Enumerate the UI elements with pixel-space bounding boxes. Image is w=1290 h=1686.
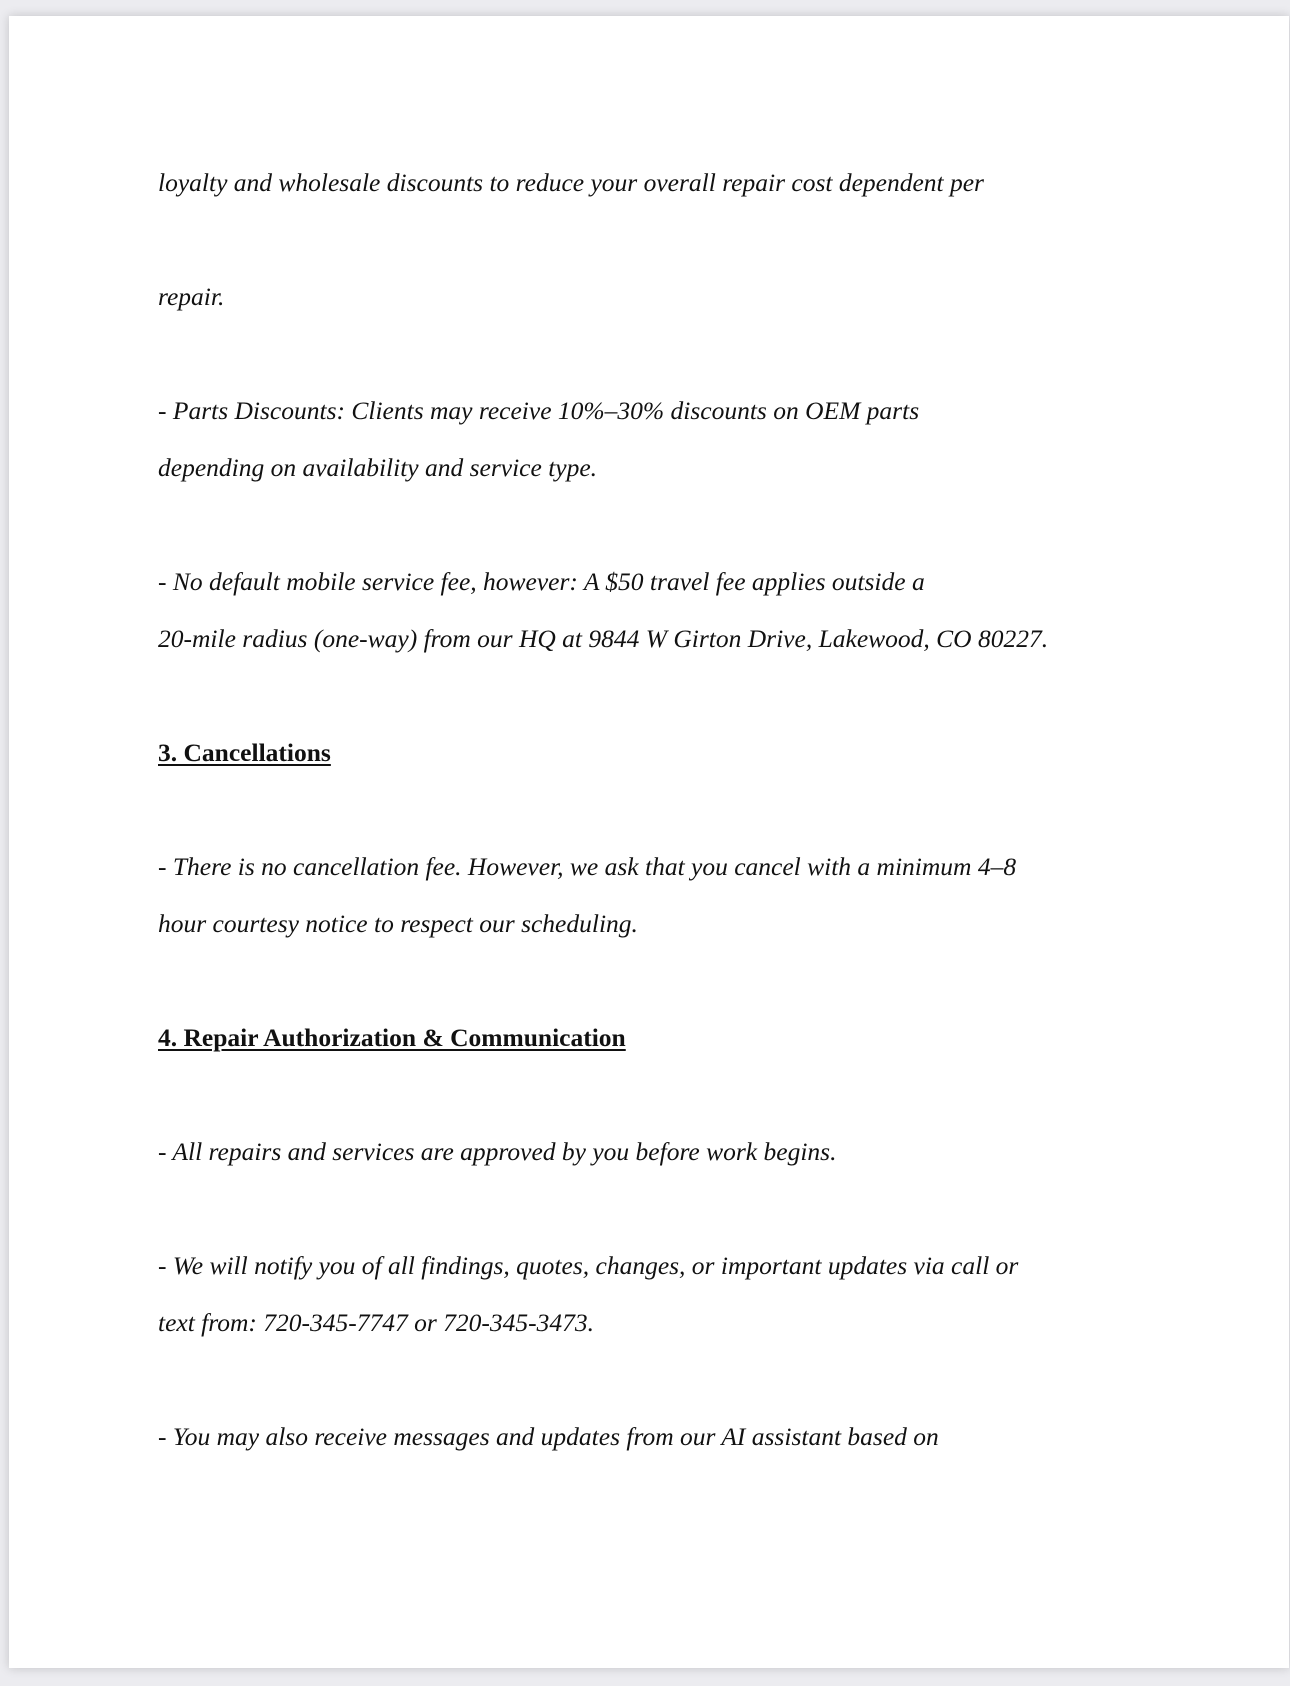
notification-line: text from: 720-345-7747 or 720-345-3473. [158,1308,595,1337]
paragraph-line: repair. [158,282,225,311]
cancellation-line: - There is no cancellation fee. However, we ask that you cancel with a minimum 4–8 [158,852,1017,881]
paragraph-line: loyalty and wholesale discounts to reduce your overall repair cost dependent per [158,168,984,197]
notification-line: - We will notify you of all findings, quotes, changes, or important updates via call or [158,1251,1019,1280]
cancellation-line: hour courtesy notice to respect our scheduling. [158,909,638,938]
parts-discount-line: depending on availability and service type. [158,453,598,482]
document-page [9,16,1289,1668]
travel-fee-line: 20-mile radius (one-way) from our HQ at 9844 W Girton Drive, Lakewood, CO 80227. [158,624,1049,653]
travel-fee-line: - No default mobile service fee, however: A $50 travel fee applies outside a [158,567,925,596]
parts-discount-line: - Parts Discounts: Clients may receive 10%–30% discounts on OEM parts [158,396,920,425]
approval-line: - All repairs and services are approved by you before work begins. [158,1137,837,1166]
section-heading-cancellations: 3. Cancellations [158,738,331,767]
section-heading-repair-authorization: 4. Repair Authorization & Communication [158,1023,626,1052]
ai-assistant-line: - You may also receive messages and updates from our AI assistant based on [158,1422,939,1451]
